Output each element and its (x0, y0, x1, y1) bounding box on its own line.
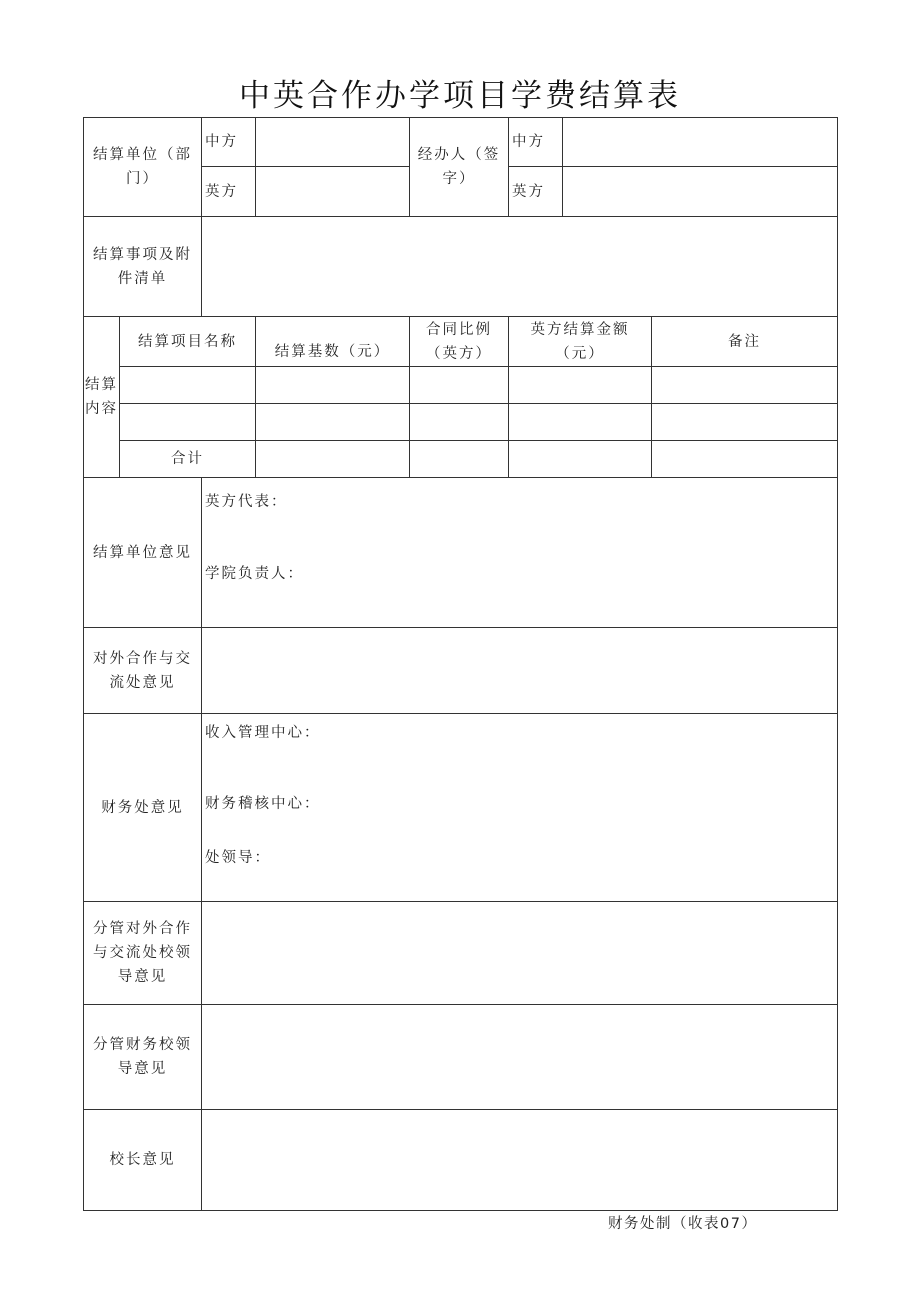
unit-en-field[interactable] (256, 167, 410, 217)
header-remark: 备注 (652, 317, 838, 367)
page-title: 中英合作办学项目学费结算表 (239, 78, 681, 114)
audit-center-label: 财务稽核中心： (205, 796, 321, 812)
unit-label: 结算单位（部 门） (84, 118, 202, 217)
vp-finance-opinion-label: 分管财务校领 导意见 (84, 1005, 202, 1110)
vp-finance-opinion-field[interactable] (202, 1005, 838, 1110)
total-ratio-cell[interactable] (410, 441, 509, 478)
settlement-form (83, 117, 838, 1211)
total-base-cell[interactable] (256, 441, 410, 478)
finance-opinion-label: 财务处意见 (84, 714, 202, 902)
unit-opinion-label: 结算单位意见 (84, 478, 202, 628)
remark-cell[interactable] (652, 367, 838, 404)
header-item-name: 结算项目名称 (120, 317, 256, 367)
unit-en-label: 英方 (202, 167, 256, 217)
handler-cn-label: 中方 (509, 118, 563, 167)
item-name-cell[interactable] (120, 367, 256, 404)
president-opinion-label: 校长意见 (84, 1110, 202, 1211)
amount-cell[interactable] (509, 367, 652, 404)
table-row (84, 404, 838, 441)
total-label: 合计 (120, 441, 256, 478)
unit-cn-label: 中方 (202, 118, 256, 167)
items-list-field[interactable] (202, 217, 838, 317)
total-row (84, 441, 838, 478)
header-base: 结算基数（元） (256, 317, 410, 367)
income-center-label: 收入管理中心： (205, 725, 321, 741)
form-footer: 财务处制（收表07） (608, 1216, 758, 1232)
head-label: 学院负责人： (205, 566, 304, 582)
base-cell[interactable] (256, 404, 410, 441)
intl-opinion-label: 对外合作与交 流处意见 (84, 628, 202, 714)
total-amount-cell[interactable] (509, 441, 652, 478)
header-amount: 英方结算金额 （元） (509, 317, 652, 367)
items-list-label: 结算事项及附 件清单 (84, 217, 202, 317)
ratio-cell[interactable] (410, 404, 509, 441)
unit-cn-field[interactable] (256, 118, 410, 167)
content-label: 结算 内容 (84, 317, 120, 478)
header-ratio: 合同比例 （英方） (410, 317, 509, 367)
handler-en-label: 英方 (509, 167, 563, 217)
handler-en-field[interactable] (563, 167, 838, 217)
finance-opinion-field[interactable] (202, 714, 838, 902)
intl-opinion-field[interactable] (202, 628, 838, 714)
amount-cell[interactable] (509, 404, 652, 441)
handler-cn-field[interactable] (563, 118, 838, 167)
office-leader-label: 处领导： (205, 850, 271, 866)
unit-opinion-field[interactable] (202, 478, 838, 628)
vp-intl-opinion-label: 分管对外合作 与交流处校领 导意见 (84, 902, 202, 1005)
president-opinion-field[interactable] (202, 1110, 838, 1211)
base-cell[interactable] (256, 367, 410, 404)
remark-cell[interactable] (652, 404, 838, 441)
item-name-cell[interactable] (120, 404, 256, 441)
total-remark-cell[interactable] (652, 441, 838, 478)
ratio-cell[interactable] (410, 367, 509, 404)
rep-label: 英方代表： (205, 494, 288, 510)
handler-label: 经办人（签 字） (410, 118, 509, 217)
vp-intl-opinion-field[interactable] (202, 902, 838, 1005)
table-row (84, 367, 838, 404)
